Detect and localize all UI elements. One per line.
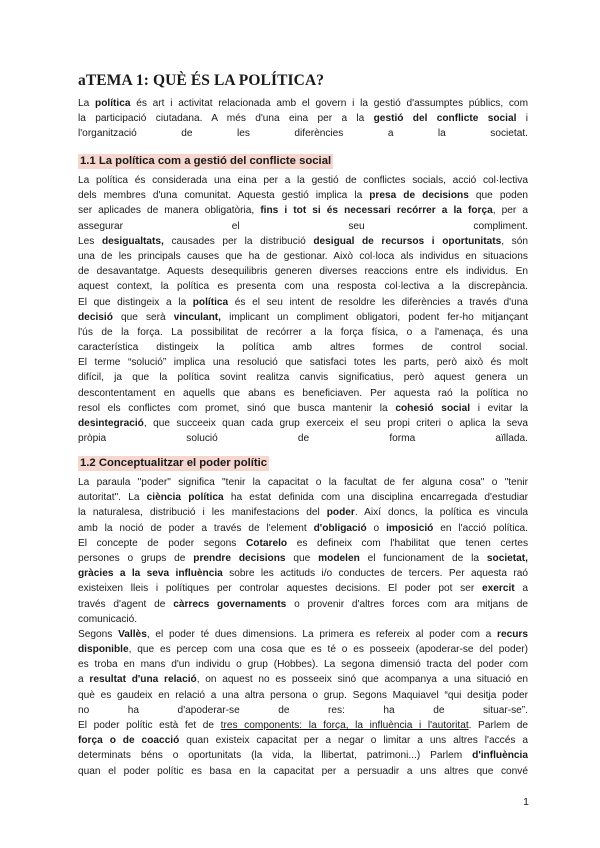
text-run: de desavantatge. Aquests desequilibris generen diverses reaccions entre els individus. En — [78, 266, 528, 278]
text-run: poder — [326, 507, 355, 519]
text-run: es defineix com l'habilitat que tenen certes — [287, 537, 528, 549]
text-line — [78, 672, 528, 687]
text-line — [78, 401, 528, 416]
text-run: desigualtats, — [101, 235, 164, 247]
text-run: d'influència — [472, 750, 528, 762]
text-line — [78, 581, 528, 596]
text-line — [78, 490, 528, 505]
text-run: exercit — [481, 583, 515, 595]
text-run: , el poder té dues dimensions. La primera es refereix al poder com a — [146, 628, 498, 640]
text-run: fins i tot si és necessari recórrer a la força — [260, 205, 493, 217]
text-run: quan existeix capacitat per a negar o limitar a uns altres l'accés a — [179, 735, 528, 747]
text-run: o — [366, 522, 387, 534]
text-run: que serà — [112, 311, 174, 323]
text-run: imposició — [386, 522, 434, 534]
text-line — [78, 96, 528, 111]
text-line — [78, 264, 528, 279]
text-line — [78, 126, 528, 141]
text-line — [78, 355, 528, 370]
text-run: El que distingeix a la — [78, 296, 193, 308]
text-run: pròpia solució de forma aïllada. — [78, 433, 528, 445]
text-run: , que succeeix quan cada grup exerceix el seu propi criteri o aplica la seva — [143, 418, 528, 429]
text-run: El concepte de poder segons — [78, 537, 246, 549]
text-run: en l'acció política. — [433, 522, 528, 534]
text-run: disponible — [78, 644, 129, 656]
text-run: d'obligació — [313, 522, 367, 534]
text-run: càrrecs governaments — [173, 598, 287, 610]
text-line — [78, 688, 528, 703]
text-run: l'organització de les diferències a la societat. — [78, 128, 528, 140]
text-run: la naturalesa, distribució i les manifestacions del — [78, 507, 327, 519]
text-line — [78, 764, 528, 779]
document-title: aTEMA 1: QUÈ ÉS LA POLÍTICA? — [78, 72, 325, 89]
text-run: Segons — [78, 628, 119, 640]
text-line — [78, 612, 528, 627]
text-line — [78, 627, 528, 642]
text-run: força o de coacció — [78, 735, 180, 747]
text-run: recurs — [497, 628, 528, 640]
text-run: Vallès — [118, 628, 147, 640]
text-line — [78, 219, 528, 234]
section-1-body — [78, 173, 528, 446]
text-run: aquest context, la política es presenta com una resposta col·lectiva a la discrepància. — [78, 281, 528, 293]
text-run: resultat d'una relació — [89, 674, 197, 686]
text-run: La paraula "poder" significa "tenir la capacitat o la facultat de fer alguna cosa" o "tenir — [78, 477, 528, 488]
text-run: determinats béns o oportunitats (la vida, la llibertat, patrimoni...) Parlem — [78, 750, 473, 762]
text-run: la participació ciutadana. A més d'una eina per a la — [78, 113, 374, 125]
section-2-body — [78, 475, 528, 779]
text-line — [78, 566, 528, 581]
text-line — [78, 249, 528, 264]
text-run: no ha d'apoderar-se de res: ha de situar-se”. — [78, 704, 528, 716]
text-run: prendre decisions — [193, 552, 286, 564]
text-line — [78, 597, 528, 612]
text-run: comunicació. — [78, 613, 138, 625]
text-run: La política és considerada una eina per a la gestió de conflictes socials, acció col·lectiva — [78, 175, 528, 186]
text-run: , on aquest no es posseeix sinó que acompanya a una situació en — [196, 674, 528, 686]
text-run: causades per la distribució — [163, 235, 314, 247]
text-line — [78, 748, 528, 763]
text-run: autoritat". La — [78, 492, 147, 504]
text-run: ser aplicades de manera obligatòria, — [78, 205, 261, 217]
text-run: què es gaudeix en relació a una altra persona o grup. Segons Maquiavel “qui desitja poder — [78, 689, 528, 701]
text-run: assegurar el seu compliment. — [78, 220, 528, 232]
text-run: Les — [78, 235, 102, 247]
text-run: ciència política — [146, 492, 224, 504]
text-line — [78, 325, 528, 340]
text-line — [78, 279, 528, 294]
text-run: , per a — [492, 205, 528, 217]
text-line — [78, 386, 528, 401]
text-run: . Així doncs, la política es vincula — [354, 507, 528, 519]
text-line — [78, 203, 528, 218]
text-run: societat, — [486, 552, 528, 564]
text-line — [78, 234, 528, 249]
text-run: que — [285, 552, 319, 564]
text-run: modelen — [318, 552, 360, 564]
text-run: desigual de recursos i oportunitats — [313, 235, 502, 247]
text-run: sobre les actituds i/o conductes de tercers. Per aquesta raó — [222, 568, 528, 580]
text-run: difícil, ja que la política sovint realitza canvis significatius, però aquest genera un — [78, 372, 528, 384]
text-line — [78, 173, 528, 188]
text-line — [78, 536, 528, 551]
text-line — [78, 475, 528, 490]
text-line — [78, 505, 528, 520]
text-run: política — [95, 98, 131, 109]
text-run: cohesió social — [395, 402, 471, 414]
text-run: dels membres d'una comunitat. Aquesta gestió implica la — [78, 190, 370, 202]
text-line — [78, 370, 528, 385]
page-number: 1 — [523, 796, 529, 808]
text-run: una de les principals causes que ha de gestionar. Això col·loca als individus en situacions — [78, 250, 528, 262]
text-line — [78, 642, 528, 657]
text-run: descontentament en aquells que abans es beneficiaven. Per aquesta raó la política no — [78, 387, 528, 399]
text-run: gràcies a la seva influència — [78, 568, 223, 580]
text-run: quan el poder polític es basa en la capacitat per a persuadir a uns altres que convé — [78, 765, 528, 777]
text-run: a — [514, 583, 528, 595]
text-run: . Parlem de — [468, 720, 528, 731]
text-line — [78, 416, 528, 431]
text-run: o provenir d'altres forces com ara mitjans de — [286, 598, 528, 610]
text-run: amb la noció de poder a través de l'element — [78, 522, 314, 534]
text-run: i evitar la — [470, 402, 528, 414]
text-run: existeixen lleis i polítiques per controlar aquestes decisions. El poder pot ser — [78, 583, 482, 595]
text-run: implicant un compliment obligatori, podent fer-ho mitjançant — [221, 311, 528, 323]
text-run: desintegració — [78, 418, 144, 429]
text-run: El terme “solució” implica una resolució que satisfaci totes les parts, però això és molt — [78, 357, 528, 369]
intro-paragraph — [78, 96, 528, 142]
text-run: és el seu intent de resoldre les diferències a través d'una — [228, 296, 528, 308]
text-line — [78, 310, 528, 325]
text-run: que poden — [468, 190, 528, 202]
text-run: és art i activitat relacionada amb el govern i la gestió d'assumptes públics, com — [130, 98, 528, 109]
text-run: gestió del conflicte social — [373, 113, 517, 125]
text-line — [78, 340, 528, 355]
section-heading-2: 1.2 Conceptualitzar el poder polític — [80, 457, 268, 469]
text-run: es troba en mans d'un individu o grup (Hobbes). La segona dimensió tracta del poder com — [78, 659, 528, 671]
text-line — [78, 718, 528, 733]
text-run: Cotarelo — [246, 537, 288, 549]
text-run: persones o grups de — [78, 552, 194, 564]
text-line — [78, 188, 528, 203]
text-run: tres components: la força, la influència i l'autoritat — [220, 720, 469, 731]
text-run: , que es percep com una cosa que es té o es posseeix (apoderar-se del poder) — [128, 644, 528, 656]
text-run: , són — [501, 235, 528, 247]
section-heading-1: 1.1 La política com a gestió del conflicte social — [80, 155, 332, 167]
text-run: El poder polític està fet de — [78, 720, 221, 731]
text-run: política — [192, 296, 229, 308]
text-line — [78, 111, 528, 126]
text-run: través d'agent de — [78, 598, 174, 610]
text-run: a — [78, 674, 90, 686]
text-run: el funcionament de la — [359, 552, 487, 564]
text-run: vinculant, — [173, 311, 221, 323]
text-line — [78, 657, 528, 672]
text-run: presa de decisions — [369, 190, 469, 202]
text-run: decisió — [78, 311, 113, 323]
text-line — [78, 733, 528, 748]
text-line — [78, 431, 528, 446]
text-run: i — [516, 113, 528, 125]
text-line — [78, 295, 528, 310]
text-line — [78, 703, 528, 718]
text-line — [78, 551, 528, 566]
text-run: característica distingeix la política amb altres formes de control social. — [78, 342, 528, 354]
text-run: l'ús de la força. La possibilitat de recórrer a la força física, o a l'amenaça, és una — [78, 326, 528, 338]
text-line — [78, 521, 528, 536]
text-run: ha estat definida com una disciplina encarregada d'estudiar — [223, 492, 528, 504]
text-run: resol els conflictes com promet, sinó que busca mantenir la — [78, 402, 396, 414]
text-run: La — [78, 98, 96, 109]
